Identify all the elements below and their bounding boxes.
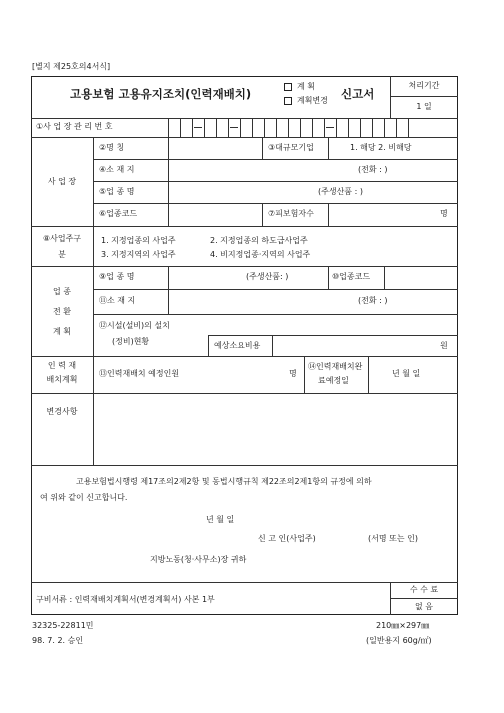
facility-label: ⑫시설(설비)의 설치 — [99, 321, 170, 330]
realloc-count-label: ⑬인력재배치 예정인원 — [99, 369, 180, 378]
industry-code-label: ⑥업종코드 — [99, 209, 138, 218]
form-title: 고용보험 고용유지조치(인력재배치) — [70, 87, 252, 101]
name-field[interactable] — [169, 138, 261, 158]
plan-option-label: 계 획 — [297, 82, 315, 91]
conv-address-field[interactable] — [169, 290, 349, 313]
conv-address-label: ⑪소 재 지 — [99, 296, 136, 305]
expected-cost-unit: 원 — [440, 341, 448, 350]
declaration-text-line-2: 여 위와 같이 신고합니다. — [40, 493, 128, 502]
reporter-label: 신 고 인(사업주) — [258, 534, 316, 543]
form-title-suffix: 신고서 — [341, 87, 375, 101]
conv-product-label: (주생산품: ) — [246, 272, 289, 281]
address-label: ④소 재 지 — [99, 165, 135, 174]
conv-phone-label: (전화 : ) — [358, 296, 388, 305]
phone-label: (전화 : ) — [358, 165, 388, 174]
plan-change-checkbox[interactable] — [284, 97, 292, 105]
conversion-plan-label-3: 계 획 — [53, 327, 71, 336]
expected-cost-label: 예상소요비용 — [214, 341, 261, 350]
realloc-plan-label-1: 인 력 재 — [47, 361, 77, 370]
realloc-plan-label-2: 배치계획 — [46, 375, 78, 384]
biz-type-option-4[interactable]: 4. 비지정업종·지역의 사업주 — [210, 250, 311, 259]
conversion-plan-label-1: 업 종 — [53, 287, 71, 296]
change-details-field[interactable] — [94, 394, 457, 464]
biz-mgmt-no-label: ①사 업 장 관 리 번 호 — [36, 122, 113, 131]
large-company-label: ③대규모기업 — [268, 143, 314, 152]
declaration-text-line-1: 고용보험법시행령 제17조의2제2항 및 동법시행규칙 제22조의2제1항의 규정에 의하 — [76, 477, 372, 486]
facility-label-2: (정비)현황 — [112, 337, 150, 346]
biz-type-label: ⑧사업주구 — [42, 234, 82, 243]
insured-count-unit: 명 — [440, 209, 448, 218]
footer-code: 32325-22811민 — [32, 621, 94, 630]
footer-paper-type: (일반용지 60g/㎡) — [366, 636, 432, 645]
industry-code-field[interactable] — [169, 204, 261, 225]
declaration-date[interactable]: 년 월 일 — [206, 515, 235, 524]
footer-paper-size: 210㎜×297㎜ — [376, 621, 430, 630]
conv-code-field[interactable] — [385, 267, 457, 288]
biz-type-option-2[interactable]: 2. 지정업종의 하도급사업주 — [210, 236, 308, 245]
large-company-options[interactable]: 1. 해당 2. 비해당 — [350, 143, 412, 152]
realloc-count-unit: 명 — [289, 369, 297, 378]
biz-type-option-3[interactable]: 3. 지정지역의 사업주 — [101, 250, 176, 259]
plan-checkbox[interactable] — [284, 83, 292, 91]
plan-change-option-label: 계획변경 — [297, 96, 328, 105]
realloc-date-label: ⑭인력재배치완 — [308, 362, 363, 371]
fee-value: 없 음 — [415, 602, 433, 611]
form-number-note: [별지 제25호의4서식] — [32, 62, 111, 71]
biz-type-label-2: 분 — [58, 250, 66, 259]
addressee: 지방노동(청·사무소)장 귀하 — [150, 555, 247, 564]
signature-note[interactable]: (서명 또는 인) — [368, 534, 418, 543]
biz-mgmt-no-input[interactable] — [168, 118, 410, 137]
conv-industry-label: ⑨업 종 명 — [99, 272, 135, 281]
conv-industry-field[interactable] — [169, 267, 239, 288]
insured-count-field[interactable] — [329, 204, 429, 225]
name-label: ②명 칭 — [99, 143, 125, 152]
processing-period-value: 1 일 — [416, 102, 432, 111]
fee-label: 수 수 료 — [409, 585, 439, 594]
realloc-count-field[interactable] — [205, 358, 275, 391]
address-field[interactable] — [169, 160, 349, 180]
industry-field[interactable] — [169, 182, 309, 202]
industry-label: ⑤업 종 명 — [99, 187, 135, 196]
conv-code-label: ⑩업종코드 — [332, 272, 371, 281]
change-details-label: 변경사항 — [46, 407, 78, 416]
required-documents: 구비서류 : 인력재배치계획서(변경계획서) 사본 1부 — [36, 595, 215, 604]
processing-period-label: 처리기간 — [408, 81, 440, 90]
realloc-date-label-2: 료예정일 — [318, 376, 349, 385]
biz-section-label: 사 업 장 — [47, 177, 77, 186]
footer-approval: 98. 7. 2. 승인 — [32, 636, 84, 645]
main-product-label: (주생산품 : ) — [318, 187, 363, 196]
realloc-date-field[interactable]: 년 월 일 — [392, 369, 421, 378]
conversion-plan-label-2: 전 환 — [53, 307, 71, 316]
biz-type-option-1[interactable]: 1. 지정업종의 사업주 — [101, 236, 176, 245]
expected-cost-field[interactable] — [273, 336, 433, 355]
insured-count-label: ⑦피보험자수 — [268, 209, 314, 218]
